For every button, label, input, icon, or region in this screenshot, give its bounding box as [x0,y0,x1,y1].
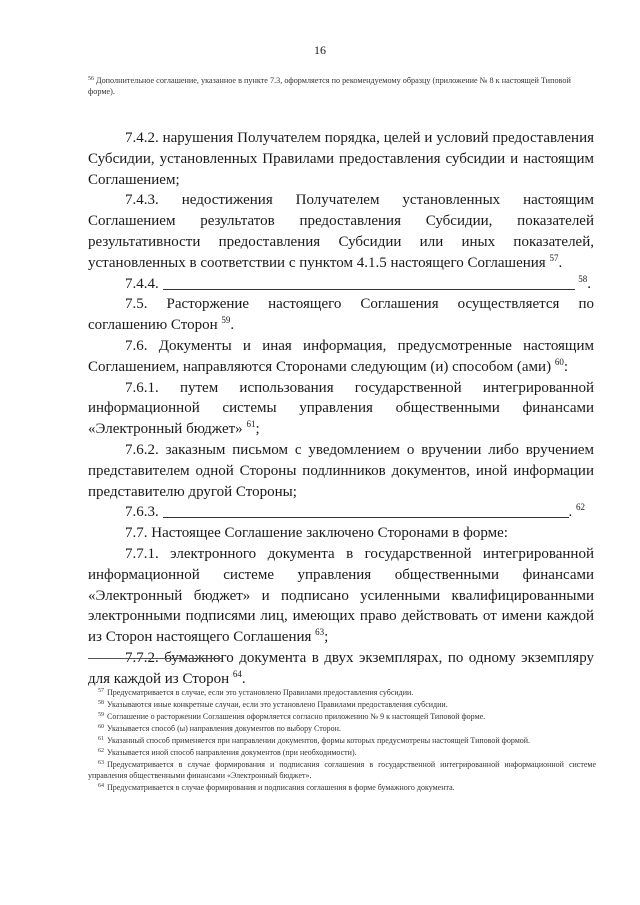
clause-text: 7.6.2. заказным письмом с уведомлением о вручении либо вручением представителем одной Стороны подлинников документов, иной информации представителю другой Стороны; [88,441,594,500]
footnote-57 [88,686,596,698]
footnote-number: 62 [98,748,104,754]
clause-text: 7.4.2. нарушения Получателем порядка, целей и условий предоставления Субсидии, установленных Правилами предоставления субсидии и настоящим Соглашением; [88,130,594,188]
footnote-number: 63 [98,760,104,766]
footnote-text: Соглашение о расторжении Соглашения оформляется согласно приложению № 9 к настоящей Типовой форме. [107,712,486,721]
clause-text: 7.5. Расторжение настоящего Соглашения осуществляется по соглашению Сторон [88,296,594,334]
clause-text: 7.7.1. электронного документа в государственной интегрированной информационной системе управления общественными финансами «Электронный бюджет» и подписано усиленными квалифицированными электронными подписями лиц, имеющих право действовать от имени каждой из Сторон настоящего Соглашения [88,545,594,646]
footnote-58 [88,698,596,710]
clause-punct: . [230,317,235,334]
footnote-62 [88,746,596,758]
clause-7-5 [88,294,594,336]
footnote-text: Указываются иные конкретные случаи, если это установлено Правилами предоставления субсидии. [107,700,448,709]
page-number: 16 [314,43,326,57]
clause-label: 7.4.4. [125,275,159,292]
clause-label: 7.6.3. [125,504,159,521]
clause-punct: ; [324,629,329,646]
footnote-63 [88,758,596,781]
footnote-number: 57 [98,688,104,694]
footnote-ref: 60 [554,356,564,367]
footnote-number: 58 [98,700,104,706]
clause-7-6-2 [88,440,594,502]
footnote-ref: 62 [576,502,585,513]
clause-7-6-3 [88,502,594,523]
footnote-number: 64 [98,783,104,789]
footnote-59 [88,710,596,722]
blank-line [163,503,569,518]
clause-7-7-1 [88,544,594,648]
footnote-text: Указанный способ применяется при направлении документов, формы которых предусмотрены настоящей Типовой формой. [107,736,531,745]
clause-text: 7.4.3. недостижения Получателем установленных настоящим Соглашением результатов предоставления Субсидии, показателей результативности предоставления Субсидии или иных показателей, установленных в соответствии с пунктом 4.1.5 настоящего Соглашения [88,192,594,271]
footnote-text: Указывается способ (ы) направления документов по выбору Сторон. [107,724,341,733]
footnote-64 [88,781,596,793]
footnote-separator [88,658,222,659]
clause-punct: . [241,670,246,687]
top-footnote [88,74,596,97]
clause-punct: . [587,275,591,292]
footnotes-list [88,686,596,793]
clause-7-4-4 [88,274,594,295]
clause-7-4-2 [88,128,594,190]
clause-7-6 [88,336,594,378]
clause-punct: ; [255,421,260,438]
footnote-number: 59 [98,712,104,718]
clause-text: 7.7.2. бумажного документа в двух экземплярах, по одному экземпляру для каждой из Сторон [88,649,594,687]
clause-7-7 [88,523,594,544]
clause-7-4-3 [88,190,594,273]
blank-line [163,275,575,290]
footnote-ref: 64 [232,668,242,679]
footnote-text: Указывается иной способ направления документов (при необходимости). [107,748,357,757]
top-footnote-number: 56 [88,76,94,82]
clause-punct: : [563,358,568,375]
footnote-ref: 58 [578,273,588,284]
footnote-ref: 59 [221,315,231,326]
clause-7-7-2 [88,648,594,690]
footnote-text: Предусматривается в случае формирования и подписания соглашения в форме бумажного документа. [107,783,455,792]
footnote-number: 61 [98,736,104,742]
clause-punct: . [568,504,573,521]
document-body [88,128,594,690]
footnote-61 [88,734,596,746]
clause-text: 7.7. Настоящее Соглашение заключено Сторонами в форме: [125,525,508,542]
footnote-ref: 61 [246,419,256,430]
footnote-text: Предусматривается в случае, если это установлено Правилами предоставления субсидии. [107,688,414,697]
top-footnote-text: Дополнительное соглашение, указанное в пункте 7.3, оформляется по рекомендуемому образцу (приложение № 8 к настоящей Типовой форме). [88,76,571,96]
clause-text: 7.6. Документы и иная информация, предусмотренные настоящим Соглашением, направляются Сторонами следующим (и) способом (ами) [88,337,594,375]
footnote-60 [88,722,596,734]
footnote-text: Предусматривается в случае формирования и подписания соглашения в государственной интегрированной информационной системе управления общественными финансами «Электронный бюджет». [88,760,596,780]
clause-7-6-1 [88,378,594,440]
footnote-ref: 57 [549,252,559,263]
clause-text: 7.6.1. путем использования государственной интегрированной информационной системы управления общественными финансами «Электронный бюджет» [88,379,594,438]
footnote-number: 60 [98,724,104,730]
footnote-ref: 63 [315,627,325,638]
clause-punct: . [558,254,563,271]
